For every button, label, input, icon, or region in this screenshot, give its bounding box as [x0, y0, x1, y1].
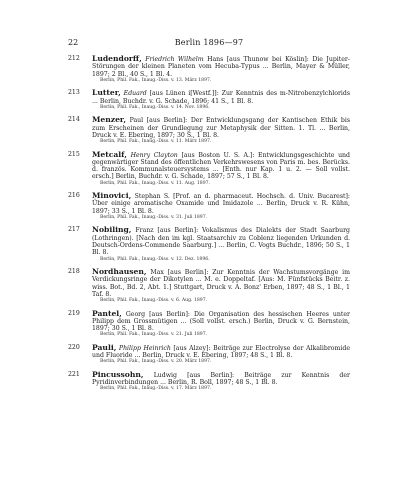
entry-body: Paul [aus Berlin]: Der Entwicklungsgang der Kantischen Ethik bis zum Erscheinen der Grundlegung zur Metaphysik der Sitten. 1. Tl. ... Berlin, Druck v. E. Ebering, 1897; 30 S., 1 Bl. 8. — [92, 117, 350, 139]
entry-number: 215 — [68, 150, 80, 158]
list-item — [68, 116, 350, 145]
author-surname: Pantel, — [92, 308, 122, 318]
entry-text — [92, 89, 350, 105]
entry-list — [68, 55, 350, 398]
dissertation-note: Berlin, Phil. Fak., Inaug.-Diss. v. 21. Juli 1897. — [100, 332, 208, 338]
author-surname: Lutter, — [92, 88, 121, 98]
author-surname: Menzer, — [92, 115, 126, 125]
author-given-name: Philipp Heinrich — [118, 344, 171, 352]
entry-number: 214 — [68, 116, 80, 124]
entry-number: 217 — [68, 226, 80, 234]
dissertation-note: Berlin, Phil. Fak., Inaug.-Diss. v. 14. Nov. 1896. — [100, 104, 210, 110]
author-given-name: Eduard — [123, 90, 147, 98]
entry-number: 220 — [68, 343, 80, 351]
entry-text — [92, 151, 350, 181]
entry-number: 216 — [68, 192, 80, 200]
entry-body: [aus Alzey]: Beiträge zur Electrolyse der Alkalibromide und Fluoride ... Berlin, Druck v. E. Ebering, 1897; 48 S., 1 Bl. 8. — [92, 344, 350, 360]
dissertation-note: Berlin, Phil. Fak., Inaug.-Diss. v. 6. Aug. 1897. — [100, 298, 208, 304]
entry-text — [92, 192, 350, 215]
dissertation-note: Berlin, Phil. Fak., Inaug.-Diss. v. 20. März 1897. — [100, 359, 212, 365]
dissertation-note: Berlin, Phil. Fak., Inaug.-Diss. v. 13. März 1897. — [100, 77, 212, 83]
entry-body: Georg [aus Berlin]: Die Organisation des hessischen Heeres unter Philipp dem Grossmütigen ... (Soll vollst. ersch.) Berlin, Druck v. G. Bernstein, 1897; 30 S., 1 Bl. 8. — [92, 310, 350, 333]
entry-text — [92, 116, 350, 139]
entry-text — [92, 268, 350, 298]
page-title: Berlin 1896—97 — [174, 38, 244, 47]
list-item — [68, 371, 350, 393]
dissertation-note: Berlin, Phil. Fak., Inaug.-Diss. v. 11. März 1897. — [100, 139, 212, 145]
entry-text — [92, 310, 350, 333]
entry-body: [aus Lünen i[Westf.]]: Zur Kenntnis des m-Nitrobenzylchlorids ... Berlin, Buchdr. v. G. Schade, 1896; 41 S., 1 Bl. 8. — [92, 90, 351, 105]
list-item — [68, 192, 350, 221]
dissertation-note: Berlin, Phil. Fak., Inaug.-Diss. v. 17. März 1897. — [100, 386, 212, 392]
entry-number: 221 — [68, 370, 80, 378]
entry-body: Hans [aus Thunow bei Köslin]: Die Jupiter-Störungen der kleinen Planeten vom Hecuba-Typus ... Berlin, Mayer & Müller, 1897; 2 Bl., 40 S., 1 Bl. 4. — [92, 56, 350, 78]
entry-text — [92, 226, 350, 256]
dissertation-note: Berlin, Phil. Fak., Inaug.-Diss. v. 11. Aug. 1897. — [100, 180, 211, 186]
author-surname: Nobiling, — [92, 225, 132, 235]
author-surname: Pincussohn, — [92, 369, 144, 379]
dissertation-note: Berlin, Phil. Fak., Inaug.-Diss. v. 12. Dez. 1896. — [100, 256, 210, 262]
list-item — [68, 89, 350, 111]
entry-number: 219 — [68, 309, 80, 317]
list-item — [68, 55, 350, 84]
entry-body: Ludwig [aus Berlin]: Beiträge zur Kenntnis der Pyridinverbindungen ... Berlin, R. Boll, 1897; 48 S., 1 Bl. 8. — [92, 371, 351, 387]
author-surname: Pauli, — [92, 342, 117, 352]
list-item — [68, 310, 350, 339]
author-surname: Nordhausen, — [92, 266, 147, 276]
author-given-name: Friedrich Wilhelm — [145, 56, 204, 63]
entry-text — [92, 55, 350, 78]
list-item — [68, 268, 350, 304]
entry-text — [92, 371, 350, 387]
entry-number: 212 — [68, 55, 80, 62]
dissertation-note: Berlin, Phil. Fak., Inaug.-Diss. v. 31. Juli 1897. — [100, 215, 208, 221]
author-surname: Ludendorff, — [92, 54, 142, 63]
page-number: 22 — [68, 38, 79, 47]
list-item — [68, 226, 350, 262]
entry-number: 218 — [68, 267, 80, 275]
author-surname: Metcalf, — [92, 149, 127, 159]
author-surname: Minovici, — [92, 191, 132, 201]
entry-body: [aus Boston U. S. A.]: Entwicklungsgeschichte und gegenwärtiger Stand des öffentlichen Verkehrswesens von Paris m. bes. Berücks. d. französ. Kommunalsteuersystems ... [Enth. nur Kap. 1 u. 2. — Soll vollst. ersch.] Berlin, Buchdr. v. G. Schade, 1897; 57 S., 1 Bl. 8. — [92, 151, 351, 181]
entry-body: Stephan S. [Prof. an d. pharmaceut. Hochsch. d. Univ. Bucarest]: Über einige aromatische Oxamide und Imidazole ... Berlin, Druck v. R. Kühn, 1897; 33 S., 1 Bl. 8. — [92, 193, 350, 215]
author-given-name: Henry Clayton — [130, 151, 178, 159]
entry-body: Franz [aus Berlin]: Vokalismus des Dialekts der Stadt Saarburg (Lothringen). [Nach den im kgl. Staatsarchiv zu Coblenz liegenden Urkunden d. Deutsch-Ordens-Commende Saarburg.] ... Berlin, C. Vogts Buchdr., 1896; 50 S., 1 Bl. 8. — [92, 227, 351, 257]
entry-number: 213 — [68, 89, 80, 97]
list-item — [68, 344, 350, 366]
list-item — [68, 151, 350, 187]
entry-body: Max [aus Berlin]: Zur Kenntnis der Wachstumsvorgänge im Verdickungsringe der Dikotylen ... M. e. Doppeltaf. [Aus: M. Fünfstücks Beitr. z. wiss. Bot., Bd. 2, Abt. 1.] Stuttgart, Druck v. A. Bonz' Erben, 1897; 48 S., 1 Bl., 1 Taf. 8. — [92, 268, 350, 298]
entry-text — [92, 344, 350, 360]
